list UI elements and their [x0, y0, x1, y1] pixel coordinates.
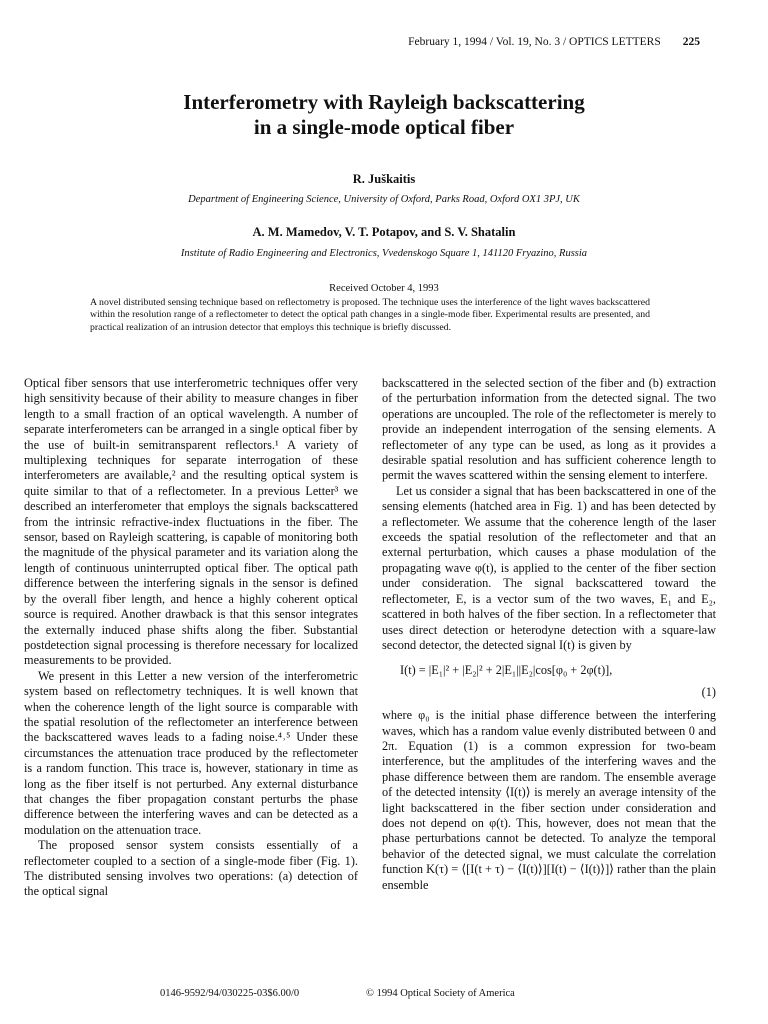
- running-header: [0, 36, 700, 48]
- equation-number: (1): [701, 684, 716, 699]
- affiliation-1: Department of Engineering Science, University of Oxford, Parks Road, Oxford OX1 3PJ, UK: [188, 194, 580, 205]
- author-group-2: A. M. Mamedov, V. T. Potapov, and S. V. Shatalin: [252, 225, 516, 239]
- page-number: 225: [682, 36, 700, 48]
- journal-info: February 1, 1994 / Vol. 19, No. 3 / OPTICS LETTERS: [408, 36, 661, 48]
- abstract: A novel distributed sensing technique based on reflectometry is proposed. The technique uses the interference of the light waves backscattered within the resolution range of a reflectometer to detect the optical path changes in a single-mode fiber. Experimental results are presented, and practical realization of an intrusion detector that employs this technique is briefly discussed.: [90, 297, 650, 333]
- paper-title: [0, 90, 768, 140]
- article-code: 0146-9592/94/030225-03$6.00/0: [160, 988, 300, 999]
- affiliation-2: Institute of Radio Engineering and Electronics, Vvedenskogo Square 1, 141120 Fryazino, Russia: [180, 248, 588, 259]
- paragraph: backscattered in the selected section of the fiber and (b) extraction of the perturbation information from the detected signal. The two operations are uncoupled. The role of the reflectometer is merely to provide an independent interrogation of the sensing elements. A reflectometer of any type can be used, as long as it provides a desirable spatial resolution and has sufficient coherence length to permit the waves scattered within the sensing element to interfere.: [382, 376, 716, 483]
- title-line-1: Interferometry with Rayleigh backscattering: [183, 90, 585, 114]
- equation-1: [382, 663, 716, 678]
- paragraph: We present in this Letter a new version of the interferometric system based on reflectometry techniques. It is well known that when the coherence length of the light source is comparable with the spatial resolution of the reflectometer an interference between the backscattered waves leads to a fading noise.⁴˒⁵ Under these circumstances the attenuation trace produced by the reflectometer is a random function. This trace is, however, stationary in time as long as the fiber itself is not perturbed. Any external disturbance that changes the fiber propagation constant perturbs the phase difference between the interfering waves and can be detected as a modulation on the attenuation trace.: [24, 668, 358, 837]
- received-date: Received October 4, 1993: [329, 283, 439, 294]
- copyright: © 1994 Optical Society of America: [366, 988, 515, 999]
- right-column: [382, 376, 716, 893]
- title-line-2: in a single-mode optical fiber: [253, 115, 515, 139]
- equation-text: I(t) = |E₁|² + |E₂|² + 2|E₁||E₂|cos[φ₀ + 2φ(t)],: [400, 663, 613, 678]
- paragraph: where φ₀ is the initial phase difference between the interfering waves, which has a random value evenly distributed between 0 and 2π. Equation (1) is a common expression for two-beam interference, but the amplitudes of the interfering waves and the phase difference between them are random. The ensemble average of the detected intensity ⟨I(t)⟩ is merely an average intensity of the light backscattered in the fiber section under consideration and does not depend on φ(t). This, however, does not mean that the phase perturbations cannot be detected. To analyze the temporal behavior of the detected signal, we must calculate the correlation function K(τ) = ⟨[I(t + τ) − ⟨I(t)⟩][I(t) − ⟨I(t)⟩]⟩ rather than the plain ensemble: [382, 708, 716, 892]
- paragraph: Optical fiber sensors that use interferometric techniques offer very high sensitivity because of their ability to measure changes in fiber length to a small fraction of an optical wavelength. A number of separate interferometers can be arranged in a single optical fiber by the use of built-in semitransparent reflectors.¹ A variety of multiplexing techniques for separate interrogation of these interferometers are available,² and the resulting optical system is quite similar to that of a reflectometer. In a previous Letter³ we described an interferometer that employs the signals backscattered from the intrinsic refractive-index fluctuations in the fiber. The sensor, based on Rayleigh scattering, is capable of monitoring both the magnitude of the physical parameter and its variation along the length of continuous uninterrupted optical fiber. The optical path difference between the interfering signals in the sensor is defined by the overall fiber length, and hence a highly coherent optical source is required. Another drawback is that this sensor integrates the externally induced phase shifts along the fiber. Substantial postdetection signal processing is therefore necessary for localized measurements to be provided.: [24, 376, 358, 668]
- left-column: [24, 376, 358, 900]
- paragraph: The proposed sensor system consists essentially of a reflectometer coupled to a section of a single-mode fiber (Fig. 1). The distributed sensing involves two operations: (a) detection of the optical signal: [24, 838, 358, 899]
- author-1: R. Juškaitis: [352, 172, 416, 186]
- paragraph: Let us consider a signal that has been backscattered in one of the sensing elements (hatched area in Fig. 1) and has been detected by a reflectometer. We assume that the coherence length of the laser exceeds the spatial resolution of the reflectometer and that an external perturbation, which causes a phase modulation of the propagating wave φ(t), is applied to the center of the fiber section under consideration. The signal backscattered toward the reflectometer, E, is a vector sum of the two waves, E₁ and E₂, scattered in both halves of the fiber section. In a reflectometer that uses direct detection or heterodyne detection with a square-law second detector, the detected signal I(t) is given by: [382, 483, 716, 652]
